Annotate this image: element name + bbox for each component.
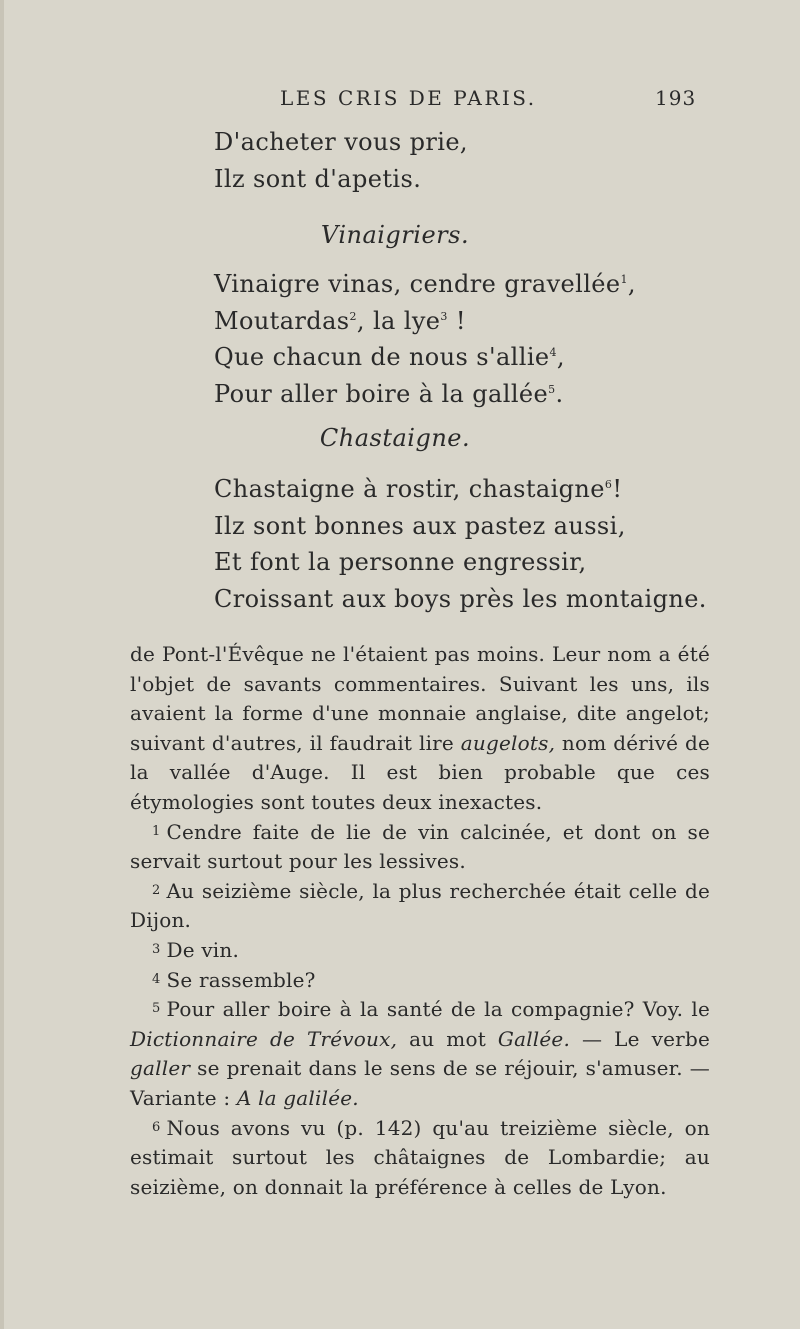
footnote-number: 2 [152,882,161,898]
footnote-number: 4 [152,971,161,987]
footnote-ref: 1 [620,273,628,286]
footnote-number: 6 [152,1119,161,1135]
footnote-text: Pour aller boire à la santé de la compagnie? Voy. le [166,997,710,1022]
verse-punct: . [555,379,564,408]
footnote-text: se prenait dans le sens de se réjouir, s'amuser. — Variante : [130,1056,710,1110]
footnote-italic: A la galilée. [236,1085,359,1110]
footnote-text: Nous avons vu (p. 142) qu'au treizième siècle, on estimait surtout les châtaignes de Lombardie; au seizième, on donnait la préférence à celles de Lyon. [130,1115,710,1199]
verse-text: Chastaigne à rostir, chastaigne [214,475,605,503]
footnote-5 [130,995,710,1113]
footnote-ref: 5 [548,382,556,396]
footnote-text: au mot [397,1026,498,1051]
footnote-number: 1 [152,823,161,839]
footnote-3 [130,936,710,966]
verse-line: Ilz sont d'apetis. [214,164,422,193]
page-number: 193 [655,86,697,110]
verse-text: Pour aller boire à la gallée [214,379,549,408]
footnote-italic: Dictionnaire de Trévoux, [130,1026,398,1051]
footnote-ref: 2 [349,309,357,323]
footnote-4 [130,966,710,996]
footnote-text: De vin. [166,937,240,962]
verse-line: Ilz sont bonnes aux pastez aussi, [214,511,626,540]
verse-text: , la lye [356,306,441,335]
verse-chastaigne [214,471,707,617]
verse-line [214,471,707,508]
verse-line: Croissant aux boys près les montaigne. [214,584,707,613]
footnote-number: 5 [152,1001,161,1017]
section-title-vinaigriers: Vinaigriers. [320,221,470,249]
verse-text: Moutardas [214,306,350,335]
footnote-ref: 6 [604,478,613,491]
footnotes-block [130,640,710,1202]
verse-punct: ! [612,475,623,503]
footnote-text: — Le verbe [570,1026,710,1051]
footnote-ref: 4 [549,346,557,359]
verse-punct: ! [447,306,466,335]
footnote-6 [130,1114,710,1203]
prose-text: de Pont-l'Évêque ne l'étaient pas moins. Leur nom a été l'objet de savants commentaires. Suivant les uns, ils avaient la forme d'une monnaie anglaise, dite angelot; suivant d'autres, il faudrait lire [130,642,710,755]
verse-line: Et font la personne engressir, [214,548,587,576]
footnote-2 [130,877,710,936]
verse-line [214,266,636,303]
verse-line [214,339,636,376]
verse-vinaigriers [214,266,636,412]
footnote-continuation [130,640,710,818]
verse-line: D'acheter vous prie, [214,128,468,156]
verse-punct: , [627,270,636,298]
verse-line [214,303,636,340]
footnote-text: Au seizième siècle, la plus recherchée était celle de Dijon. [130,878,710,933]
verse-line [214,376,636,413]
prose-text: nom dérivé de la vallée d'Auge. Il est bien probable que ces étymologies sont toutes deux inexactes. [130,730,710,814]
footnote-italic: Gallée. [497,1026,571,1051]
verse-text: Que chacun de nous s'allie [214,343,550,371]
verse-text: Vinaigre vinas, cendre gravellée [214,270,621,298]
footnote-1 [130,818,710,877]
footnote-italic: galler [130,1056,191,1081]
footnote-ref: 3 [440,309,448,323]
verse-top [214,124,468,197]
running-head [0,86,800,112]
verse-punct: , [556,343,565,371]
footnote-number: 3 [152,941,161,957]
section-title-chastaigne: Chastaigne. [319,424,471,452]
running-head-title: LES CRIS DE PARIS. [280,86,537,110]
footnote-text: Cendre faite de lie de vin calcinée, et dont on se servait surtout pour les lessives. [130,819,710,874]
page-edge [0,0,4,1329]
prose-italic: augelots, [460,730,556,755]
footnote-text: Se rassemble? [166,967,316,992]
